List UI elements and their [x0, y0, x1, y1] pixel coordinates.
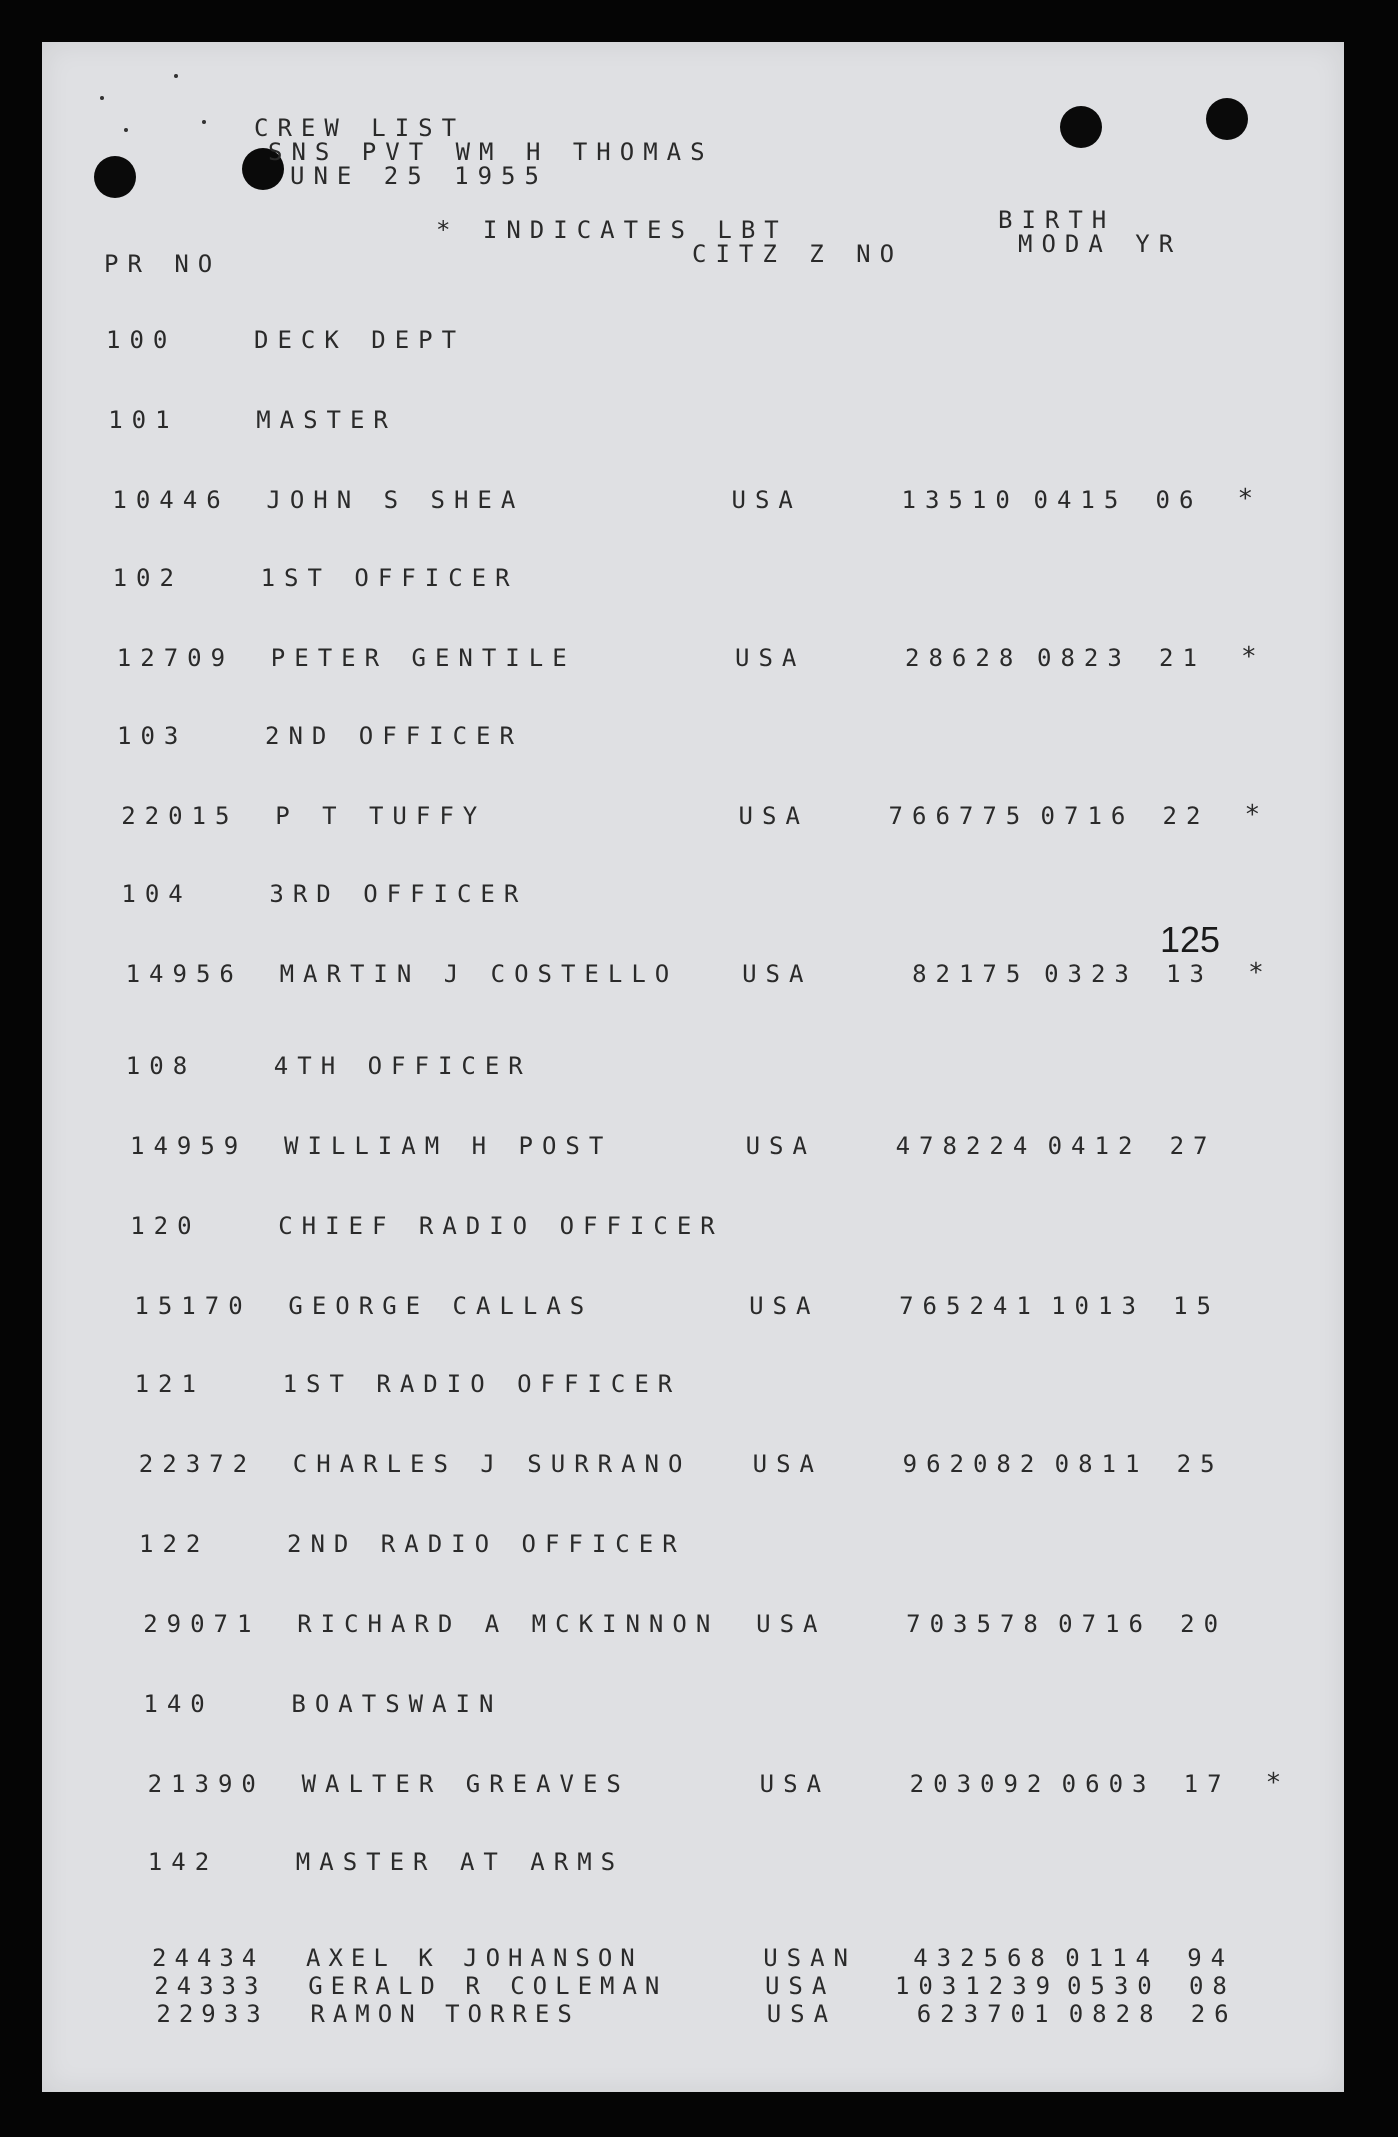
- position-code: 140: [143, 1690, 214, 1718]
- birth-moda: 0412: [1047, 1132, 1142, 1160]
- lbt-asterisk: *: [1237, 484, 1254, 514]
- pr-number: 12709: [116, 644, 235, 672]
- z-number: 962082: [902, 1450, 1044, 1478]
- position-title: MASTER: [256, 406, 397, 434]
- citizenship: USAN: [763, 1944, 857, 1972]
- position-code: 100: [106, 326, 177, 354]
- header-moda: MODA YR: [1018, 230, 1183, 258]
- birth-moda: 0323: [1044, 960, 1138, 988]
- header-date: UNE 25 1955: [290, 162, 548, 190]
- ink-speck: [174, 74, 178, 78]
- birth-moda: 0114: [1065, 1944, 1159, 1972]
- birth-moda: 0530: [1066, 1972, 1161, 2000]
- crew-name: GERALD R COLEMAN: [308, 1972, 668, 2000]
- pr-number: 22015: [121, 802, 239, 830]
- citizenship: USA: [756, 1610, 827, 1638]
- crew-name: P T TUFFY: [275, 802, 487, 830]
- citizenship: USA: [735, 644, 806, 672]
- pr-number: 14956: [125, 960, 243, 988]
- crew-name: AXEL K JOHANSON: [306, 1944, 643, 1972]
- pr-number: 24434: [152, 1944, 265, 1972]
- lbt-asterisk: *: [1265, 1768, 1282, 1798]
- birth-moda: 0716: [1058, 1610, 1152, 1638]
- z-number: 623701: [916, 2000, 1058, 2028]
- birth-year: 25: [1176, 1450, 1224, 1478]
- lbt-asterisk: *: [1244, 800, 1261, 830]
- birth-year: 08: [1188, 1972, 1236, 2000]
- header-ship: SNS PVT WM H THOMAS: [268, 138, 714, 166]
- crew-name: WALTER GREAVES: [301, 1770, 630, 1798]
- birth-year: 13: [1166, 960, 1213, 988]
- pr-number: 10446: [112, 486, 230, 514]
- header-birth: BIRTH: [998, 206, 1116, 234]
- position-title: 2ND RADIO OFFICER: [287, 1530, 686, 1558]
- header-pr-no: PR NO: [104, 250, 222, 278]
- crew-name: GEORGE CALLAS: [288, 1292, 594, 1320]
- birth-moda: 1013: [1051, 1292, 1145, 1320]
- punch-hole: [94, 156, 136, 198]
- position-code: 122: [139, 1530, 210, 1558]
- citizenship: USA: [759, 1770, 831, 1798]
- birth-moda: 0716: [1040, 802, 1135, 830]
- ink-speck: [124, 128, 128, 132]
- punch-hole: [1060, 106, 1102, 148]
- pr-number: 24333: [154, 1972, 267, 2000]
- citizenship: USA: [742, 960, 813, 988]
- z-number: 1031239: [894, 1972, 1060, 2000]
- crew-name: JOHN S SHEA: [266, 486, 525, 514]
- birth-moda: 0415: [1033, 486, 1128, 514]
- z-number: 703578: [906, 1610, 1047, 1638]
- position-code: 120: [130, 1212, 201, 1240]
- crew-name: RAMON TORRES: [310, 2000, 580, 2028]
- crew-name: WILLIAM H POST: [284, 1132, 613, 1160]
- birth-moda: 0823: [1037, 644, 1131, 672]
- birth-moda: 0828: [1068, 2000, 1163, 2028]
- position-code: 121: [134, 1370, 205, 1398]
- z-number: 82175: [912, 960, 1030, 988]
- pr-number: 14959: [130, 1132, 248, 1160]
- birth-year: 17: [1183, 1770, 1231, 1798]
- position-code: 104: [121, 880, 192, 908]
- z-number: 203092: [909, 1770, 1051, 1798]
- citizenship: USA: [738, 802, 809, 830]
- citizenship: USA: [752, 1450, 823, 1478]
- header-indicates: * INDICATES LBT: [436, 216, 788, 244]
- position-code: 101: [108, 406, 179, 434]
- position-code: 142: [147, 1848, 219, 1876]
- punch-hole: [1206, 98, 1248, 140]
- birth-moda: 0603: [1061, 1770, 1156, 1798]
- page-number: 125: [1160, 919, 1221, 960]
- z-number: 28628: [905, 644, 1023, 672]
- birth-year: 20: [1180, 1610, 1228, 1638]
- department-title: DECK DEPT: [254, 326, 466, 354]
- birth-year: 27: [1169, 1132, 1217, 1160]
- pr-number: 29071: [143, 1610, 261, 1638]
- position-title: BOATSWAIN: [291, 1690, 503, 1718]
- position-code: 103: [117, 722, 188, 750]
- z-number: 13510: [901, 486, 1019, 514]
- birth-year: 15: [1173, 1292, 1221, 1320]
- birth-moda: 0811: [1054, 1450, 1149, 1478]
- birth-year: 22: [1162, 802, 1210, 830]
- position-title: 4TH OFFICER: [273, 1052, 532, 1080]
- crew-name: CHARLES J SURRANO: [292, 1450, 692, 1478]
- lbt-asterisk: *: [1248, 958, 1264, 988]
- crew-name: MARTIN J COSTELLO: [279, 960, 679, 988]
- position-title: CHIEF RADIO OFFICER: [278, 1212, 724, 1240]
- citizenship: USA: [764, 1972, 836, 2000]
- birth-year: 94: [1187, 1944, 1235, 1972]
- position-code: 108: [125, 1052, 197, 1080]
- citizenship: USA: [749, 1292, 820, 1320]
- crew-name: PETER GENTILE: [270, 644, 576, 672]
- citizenship: USA: [766, 2000, 838, 2028]
- pr-number: 21390: [147, 1770, 265, 1798]
- ink-speck: [202, 120, 206, 124]
- birth-year: 06: [1155, 486, 1203, 514]
- position-code: 102: [112, 564, 183, 592]
- header-title: CREW LIST: [254, 114, 466, 142]
- lbt-asterisk: *: [1241, 642, 1257, 672]
- position-title: MASTER AT ARMS: [295, 1848, 625, 1876]
- position-title: 1ST OFFICER: [260, 564, 519, 592]
- header-citz: CITZ Z NO: [692, 240, 904, 268]
- citizenship: USA: [745, 1132, 816, 1160]
- position-title: 2ND OFFICER: [265, 722, 523, 750]
- z-number: 432568: [913, 1944, 1054, 1972]
- z-number: 766775: [888, 802, 1030, 830]
- pr-number: 22372: [138, 1450, 257, 1478]
- z-number: 478224: [895, 1132, 1037, 1160]
- pr-number: 15170: [134, 1292, 252, 1320]
- citizenship: USA: [731, 486, 802, 514]
- document-page: [42, 42, 1344, 2092]
- position-title: 1ST RADIO OFFICER: [282, 1370, 682, 1398]
- birth-year: 21: [1159, 644, 1206, 672]
- ink-speck: [100, 96, 104, 100]
- crew-name: RICHARD A MCKINNON: [297, 1610, 720, 1638]
- z-number: 765241: [899, 1292, 1040, 1320]
- birth-year: 26: [1190, 2000, 1238, 2028]
- pr-number: 22933: [156, 2000, 269, 2028]
- position-title: 3RD OFFICER: [269, 880, 528, 908]
